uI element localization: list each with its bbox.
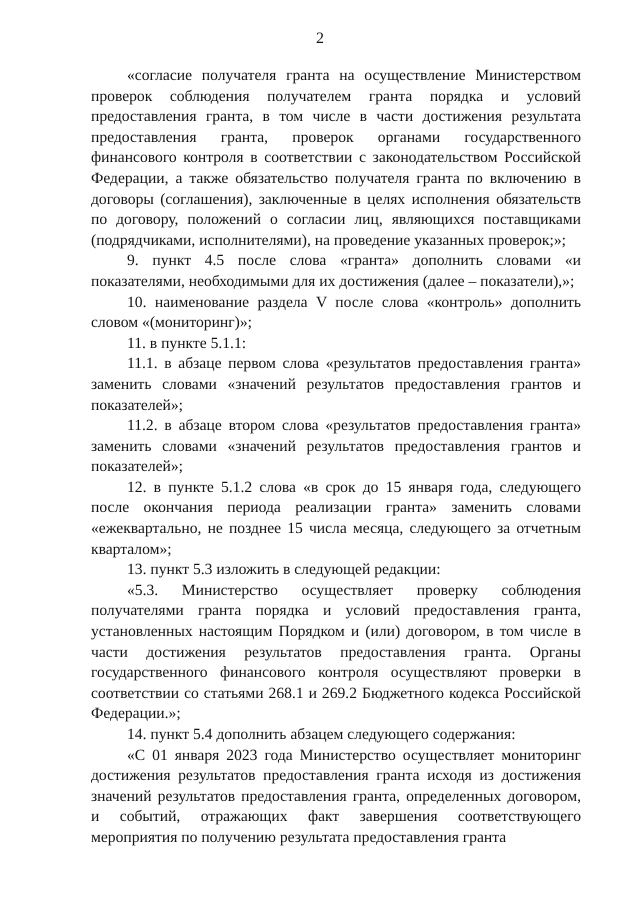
paragraph-monitoring-clause: «С 01 января 2023 года Министерство осуществляет мониторинг достижения результатов предоставления гранта исходя из достижения значений результатов предоставления гранта, определенных договором, и событий, отражающих факт завершения соответствующего мероприятия по получению результата предоставления гранта — [91, 746, 581, 846]
paragraph-item-11-2: 11.2. в абзаце втором слова «результатов предоставления гранта» заменить словами «значений результатов предоставления грантов и показателей»; — [91, 417, 581, 476]
paragraph-item-11-1: 11.1. в абзаце первом слова «результатов предоставления гранта» заменить словами «значений результатов предоставления грантов и показателей»; — [91, 355, 581, 414]
paragraph-item-13: 13. пункт 5.3 изложить в следующей редакции: — [127, 561, 441, 579]
paragraph-item-14: 14. пункт 5.4 дополнить абзацем следующего содержания: — [127, 726, 516, 743]
paragraph-consent-clause: «согласие получателя гранта на осуществление Министерством проверок соблюдения получателем гранта порядка и условий предоставления гранта, в том числе в части достижения результата предоставления гранта, проверок органами государственного финансового контроля в соответствии с законодательством Российской Федерации, а также обязательство получателя гранта по включению в договоры (соглашения), заключенные в целях исполнения обязательств по договору, положений о согласии лиц, являющихся поставщиками (подрядчиками, исполнителями), на проведение указанных проверок;»; — [91, 67, 581, 249]
document-body — [91, 66, 581, 849]
paragraph-clause-5-3: «5.3. Министерство осуществляет проверку соблюдения получателями гранта порядка и условий предоставления гранта, установленных настоящим Порядком и (или) договором, в том числе в части достижения результатов предоставления гранта. Органы государственного финансового контроля осуществляют проверки в соответствии со статьями 268.1 и 269.2 Бюджетного кодекса Российской Федерации.»; — [91, 581, 581, 723]
paragraph-item-10: 10. наименование раздела V после слова «контроль» дополнить словом «(мониторинг)»; — [91, 293, 581, 332]
paragraph-item-11: 11. в пункте 5.1.1: — [127, 334, 247, 352]
page-number: 2 — [316, 30, 324, 47]
paragraph-item-9: 9. пункт 4.5 после слова «гранта» дополнить словами «и показателями, необходимыми для их достижения (далее – показатели),»; — [91, 252, 581, 290]
paragraph-item-12: 12. в пункте 5.1.2 слова «в срок до 15 января года, следующего после окончания периода реализации гранта» заменить словами «ежеквартально, не позднее 15 числа месяца, следующего за отчетным кварталом»; — [91, 478, 581, 558]
